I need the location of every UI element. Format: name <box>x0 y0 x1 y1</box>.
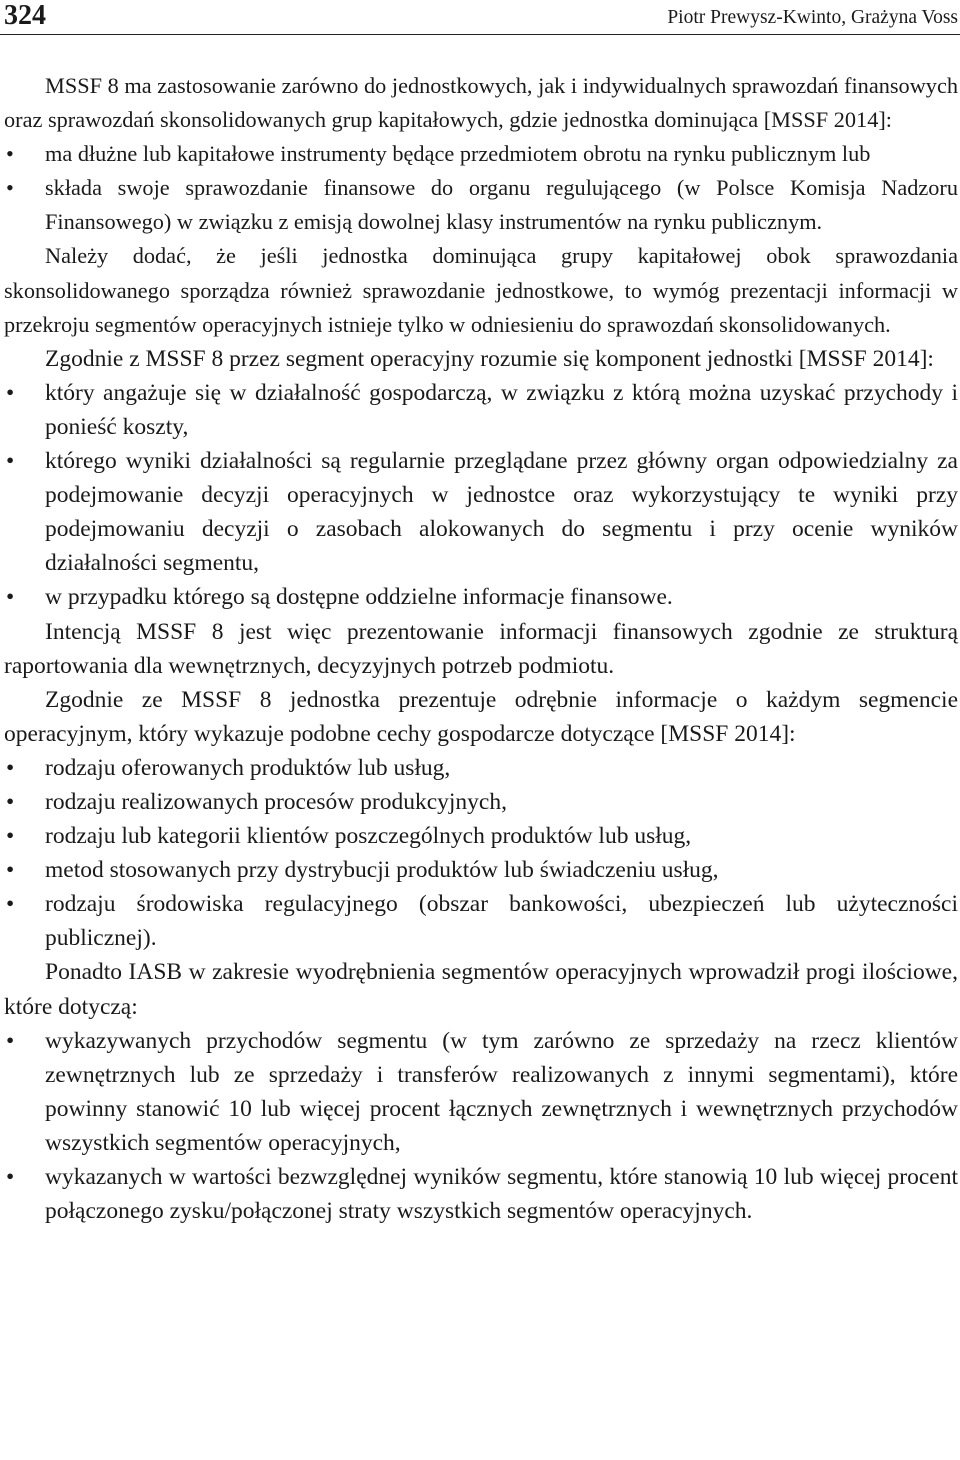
list-item-text: składa swoje sprawozdanie finansowe do organu regulującego (w Polsce Komisja Nadzoru Finansowego) w związku z emisją dowolnej klasy instrumentów na rynku publicznym. <box>45 175 958 235</box>
section-mssf8-scope <box>4 69 958 239</box>
list-item <box>4 1024 958 1160</box>
bullet-list <box>4 1024 958 1229</box>
bullet-icon: • <box>6 584 15 611</box>
list-item-text: rodzaju środowiska regulacyjnego (obszar bankowości, ubezpieczeń lub użyteczności publicznej). <box>45 891 958 952</box>
list-item-text: w przypadku którego są dostępne oddzielne informacje finansowe. <box>45 584 673 611</box>
list-item <box>4 171 958 239</box>
running-head: Piotr Prewysz-Kwinto, Grażyna Voss <box>667 7 958 28</box>
bullet-list <box>4 137 958 239</box>
bullet-icon: • <box>6 788 15 815</box>
bullet-icon: • <box>6 448 15 475</box>
paragraph: Zgodnie ze MSSF 8 jednostka prezentuje odrębnie informacje o każdym segmencie operacyjnym, który wykazuje podobne cechy gospodarcze dotyczące [MSSF 2014]: <box>4 686 958 747</box>
bullet-icon: • <box>6 754 15 781</box>
section-quantitative-thresholds <box>4 955 958 1228</box>
bullet-icon: • <box>6 857 15 884</box>
list-item <box>4 819 958 853</box>
list-item <box>4 444 958 580</box>
list-item-text: wykazywanych przychodów segmentu (w tym zarówno ze sprzedaży na rzecz klientów zewnętrznych lub ze sprzedaży i transferów realizowanych z innymi segmentami), które powinny stanowić 10 lub więcej procent łącznych zewnętrznych i wewnętrznych przychodów wszystkich segmentów operacyjnych, <box>45 1027 958 1156</box>
paragraph: Intencją MSSF 8 jest więc prezentowanie informacji finansowych zgodnie ze strukturą raportowania dla wewnętrznych, decyzyjnych potrzeb podmiotu. <box>4 618 958 679</box>
page-body <box>4 69 958 1228</box>
list-item-text: rodzaju realizowanych procesów produkcyjnych, <box>45 788 507 815</box>
bullet-icon: • <box>6 141 14 167</box>
list-item <box>4 853 958 887</box>
page-number: 324 <box>4 0 46 31</box>
section-economic-characteristics <box>4 683 958 956</box>
list-item <box>4 887 958 955</box>
list-item-text: który angażuje się w działalność gospodarczą, w związku z którą można uzyskać przychody i ponieść koszty, <box>45 379 958 440</box>
bullet-list <box>4 376 958 615</box>
list-item-text: ma dłużne lub kapitałowe instrumenty będące przedmiotem obrotu na rynku publicznym lub <box>45 141 871 167</box>
paragraph: Ponadto IASB w zakresie wyodrębnienia segmentów operacyjnych wprowadził progi ilościowe, które dotyczą: <box>4 959 958 1020</box>
list-item-text: wykazanych w wartości bezwzględnej wyników segmentu, które stanowią 10 lub więcej procent połączonego zysku/połączonej straty wszystkich segmentów operacyjnych. <box>45 1164 958 1225</box>
list-item-text: rodzaju lub kategorii klientów poszczególnych produktów lub usług, <box>45 823 692 850</box>
list-item <box>4 137 958 171</box>
bullet-list <box>4 751 958 956</box>
bullet-icon: • <box>6 823 15 850</box>
list-item-text: rodzaju oferowanych produktów lub usług, <box>45 754 451 781</box>
list-item <box>4 785 958 819</box>
bullet-icon: • <box>6 891 15 918</box>
page-header <box>0 0 960 35</box>
section-segment-definition <box>4 342 958 615</box>
bullet-icon: • <box>6 379 15 406</box>
list-item <box>4 1160 958 1228</box>
bullet-icon: • <box>6 1027 15 1054</box>
list-item-text: metod stosowanych przy dystrybucji produktów lub świadczeniu usług, <box>45 857 719 884</box>
paragraph: Zgodnie z MSSF 8 przez segment operacyjny rozumie się komponent jednostki [MSSF 2014]: <box>45 345 934 372</box>
list-item <box>4 751 958 785</box>
paragraph: MSSF 8 ma zastosowanie zarówno do jednostkowych, jak i indywidualnych sprawozdań finansowych oraz sprawozdań skonsolidowanych grup kapitałowych, gdzie jednostka dominująca [MSSF 2014]: <box>4 73 958 133</box>
paragraph: Należy dodać, że jeśli jednostka dominująca grupy kapitałowej obok sprawozdania skonsolidowanego sporządza również sprawozdanie jednostkowe, to wymóg prezentacji informacji w przekroju segmentów operacyjnych istnieje tylko w odniesieniu do sprawozdań skonsolidowanych. <box>4 243 958 337</box>
bullet-icon: • <box>6 1164 15 1190</box>
list-item <box>4 376 958 444</box>
list-item-text: którego wyniki działalności są regularnie przeglądane przez główny organ odpowiedzialny za podejmowanie decyzji operacyjnych w jednostce oraz wykorzystujący te wyniki przy podejmowaniu decyzji o zasobach alokowanych do segmentu i przy ocenie wyników działalności segmentu, <box>45 448 958 577</box>
bullet-icon: • <box>6 175 14 201</box>
list-item <box>4 580 958 614</box>
